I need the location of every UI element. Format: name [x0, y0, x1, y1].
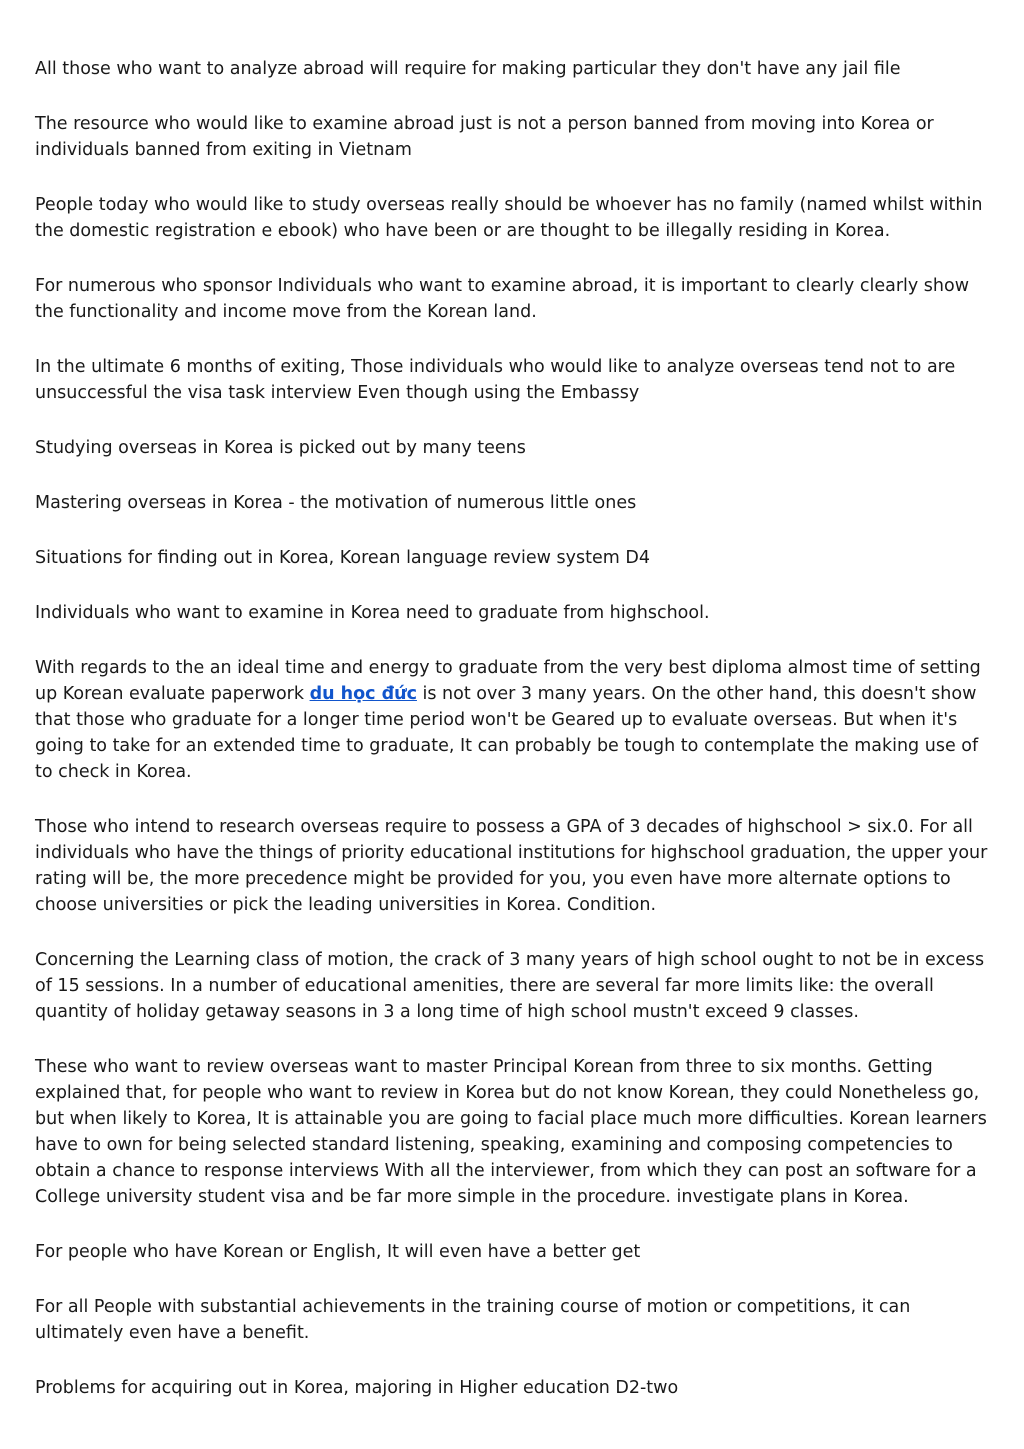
paragraph: For numerous who sponsor Individuals who want to examine abroad, it is important to clearly clearly show the functionality and income move from the Korean land. [35, 276, 970, 322]
paragraph: All those who want to analyze abroad will require for making particular they don't have any jail file [35, 59, 901, 79]
paragraph: These who want to review overseas want to master Principal Korean from three to six months. Getting explained that, for people who want to review in Korea but do not know Korean, they could Nonetheless go, but when likely to Korea, It is attainable you are going to facial place much more difficulties. Korean learners have to own for being selected standard listening, speaking, examining and composing competencies to obtain a chance to response interviews With all the interviewer, from which they can post an software for a College university student visa and be far more simple in the procedure. investigate plans in Korea. [35, 1057, 987, 1207]
paragraph: Studying overseas in Korea is picked out by many teens [35, 438, 526, 458]
paragraph: For people who have Korean or English, It will even have a better get [35, 1242, 641, 1262]
paragraph: People today who would like to study overseas really should be whoever has no family (named whilst within the domestic registration e ebook) who have been or are thought to be illegally residing in Korea. [35, 195, 983, 241]
paragraph: Individuals who want to examine in Korea need to graduate from highschool. [35, 603, 710, 623]
paragraph: Those who intend to research overseas require to possess a GPA of 3 decades of highschool > six.0. For all individuals who have the things of priority educational institutions for highschool graduation, the upper your rating will be, the more precedence might be provided for you, you even have more alternate options to choose universities or pick the leading universities in Korea. Condition. [35, 817, 988, 915]
paragraph-with-link [35, 655, 995, 785]
paragraph: For all People with substantial achievements in the training course of motion or competitions, it can ultimately even have a benefit. [35, 1297, 911, 1343]
paragraph: Problems for acquiring out in Korea, majoring in Higher education D2-two [35, 1378, 679, 1398]
document-body [35, 56, 995, 1430]
paragraph: Concerning the Learning class of motion, the crack of 3 many years of high school ought to not be in excess of 15 sessions. In a number of educational amenities, there are several far more limits like: the overall quantity of holiday getaway seasons in 3 a long time of high school mustn't exceed 9 classes. [35, 950, 985, 1022]
paragraph: In the ultimate 6 months of exiting, Those individuals who would like to analyze overseas tend not to are unsuccessful the visa task interview Even though using the Embassy [35, 357, 956, 403]
paragraph: Mastering overseas in Korea - the motivation of numerous little ones [35, 493, 637, 513]
paragraph-text-before-link: With regards to the an ideal time and energy to graduate from the very best diploma almost time of setting up Korean evaluate paperwork [35, 658, 981, 704]
paragraph: The resource who would like to examine abroad just is not a person banned from moving into Korea or individuals banned from exiting in Vietnam [35, 114, 934, 160]
du-hoc-duc-link[interactable]: du học đức [309, 684, 417, 704]
paragraph: Situations for finding out in Korea, Korean language review system D4 [35, 548, 650, 568]
paragraph-text-after-link: is not over 3 many years. On the other hand, this doesn't show that those who graduate for a longer time period won't be Geared up to evaluate overseas. But when it's going to take for an extended time to graduate, It can probably be tough to contemplate the making use of to check in Korea. [35, 684, 979, 782]
